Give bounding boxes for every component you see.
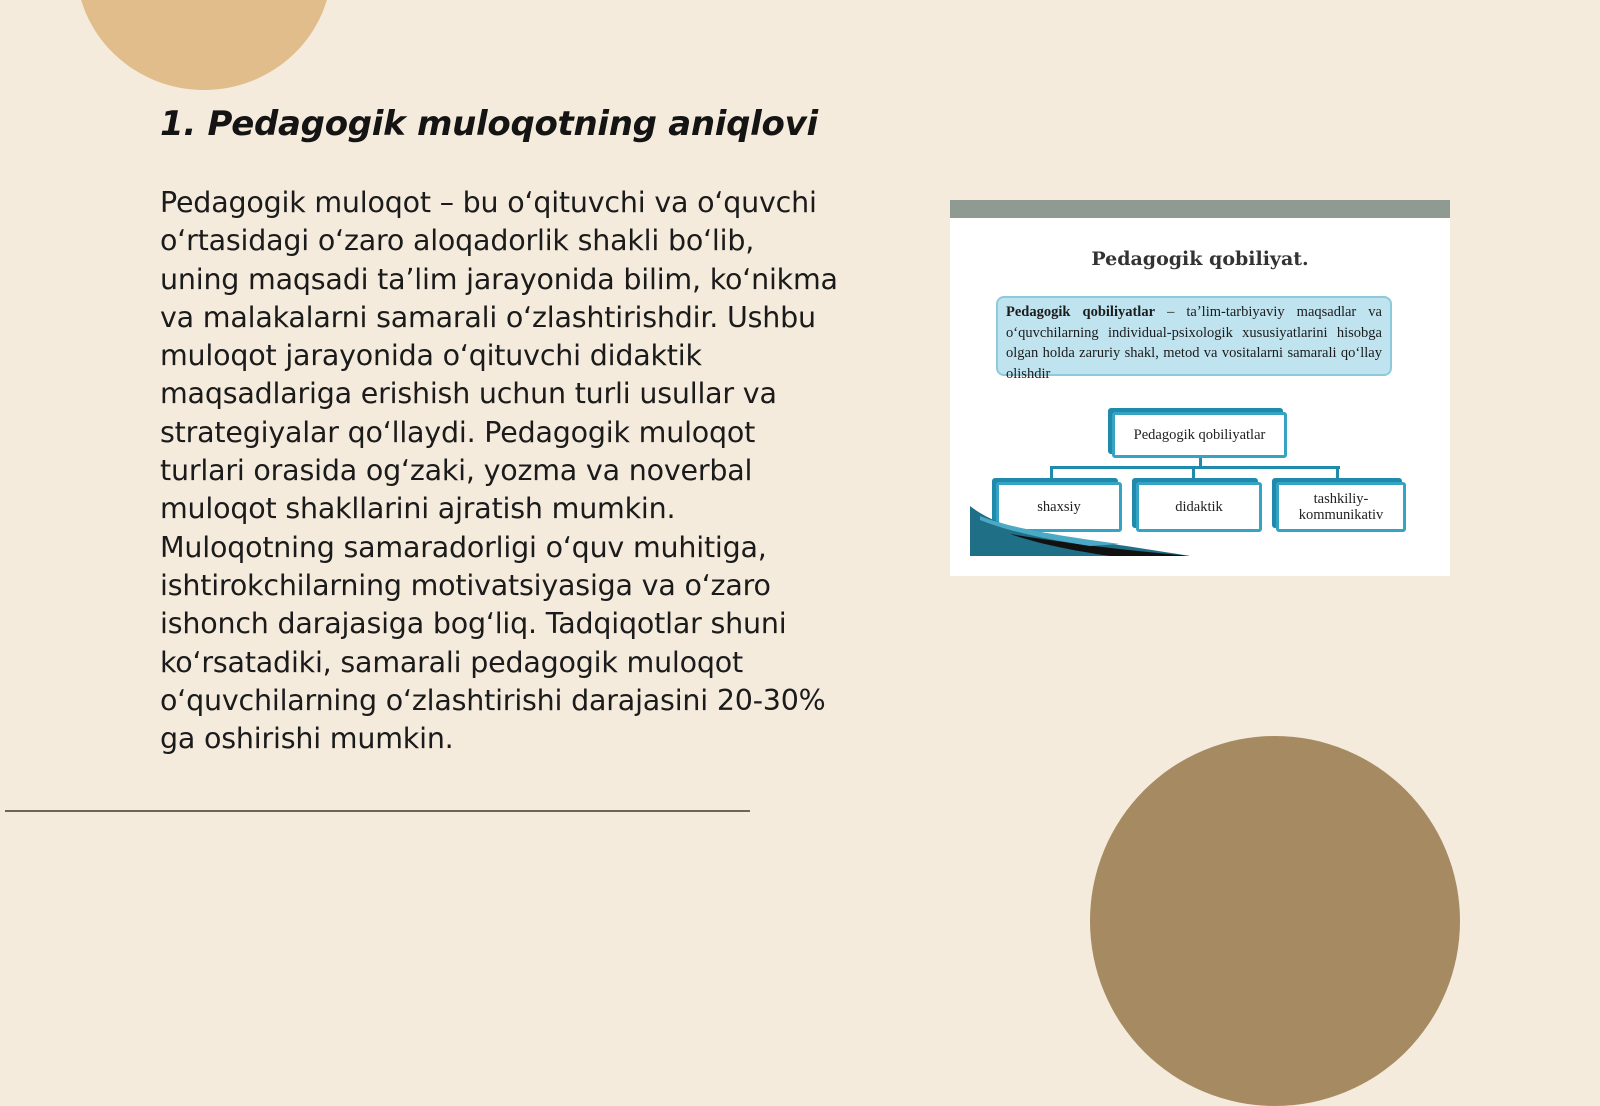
slide-body-text: Pedagogik muloqot – bu oʻqituvchi va oʻquvchi oʻrtasidagi oʻzaro aloqadorlik shakli boʻlib, uning maqsadi taʼlim jarayonida bilim, koʻnikma va malakalarni samarali oʻzlashtirishdir. Ushbu muloqot jarayonida oʻqituvchi didaktik maqsadlariga erishish uchun turli usullar va strategiyalar qoʻllaydi. Pedagogik muloqot turlari orasida ogʻzaki, yozma va noverbal muloqot shakllarini ajratish mumkin. Muloqotning samaradorligi oʻquv muhitiga, ishtirokchilarning motivatsiyasiga va oʻzaro ishonch darajasiga bogʻliq. Tadqiqotlar shuni koʻrsatadiki, samarali pedagogik muloqot oʻquvchilarning oʻzlashtirishi darajasini 20-30% ga oshirishi mumkin. — [160, 186, 838, 756]
definition-text: – taʼlim-tarbiyaviy maqsadlar va oʻquvchilarning individual-psixologik xususiyatlarini hisobga olgan holda zaruriy shakl, metod va vositalarni samarali qoʻllay olishdir — [1006, 304, 1382, 382]
diagram-title: Pedagogik qobiliyat. — [1091, 248, 1309, 270]
connector-line — [1192, 466, 1195, 480]
decorative-wave — [970, 506, 1210, 556]
diagram-definition — [996, 296, 1392, 382]
decorative-circle-top — [76, 0, 332, 90]
diagram-branch-node: didaktik — [1136, 482, 1262, 532]
diagram-root-node: Pedagogik qobiliyatlar — [1112, 412, 1287, 458]
diagram-image — [950, 200, 1450, 576]
connector-line — [1050, 466, 1053, 480]
decorative-circle-bottom — [1090, 736, 1460, 1106]
slide-title: 1. Pedagogik muloqotning aniqlovi — [160, 104, 818, 144]
diagram-branch-node: shaxsiy — [996, 482, 1122, 532]
connector-line — [1050, 466, 1340, 469]
diagram-branch-node: tashkiliy-kommunikativ — [1276, 482, 1406, 532]
diagram-header-bar — [950, 200, 1450, 218]
definition-term: Pedagogik qobiliyatlar — [1006, 304, 1156, 320]
connector-line — [1336, 466, 1339, 480]
divider-line — [5, 810, 750, 812]
